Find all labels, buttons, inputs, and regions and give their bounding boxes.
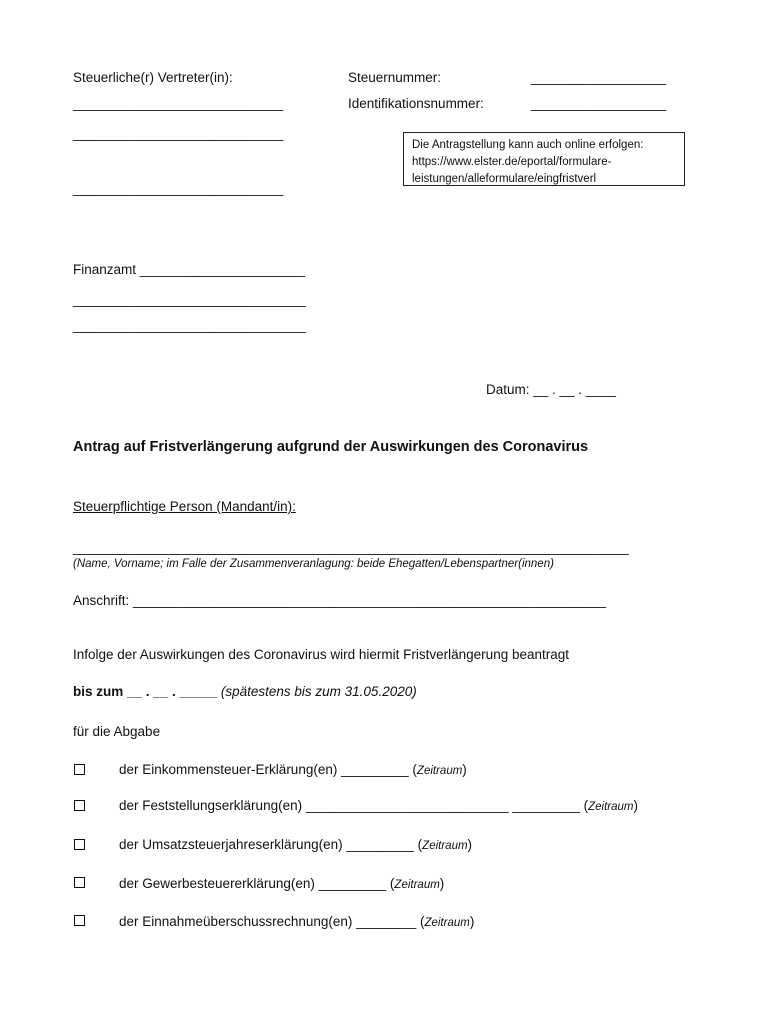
online-notice-box — [403, 132, 685, 186]
checkbox-feststellung[interactable] — [74, 800, 85, 811]
item-gewerbesteuer — [119, 876, 444, 893]
zeitraum-label: Zeitraum — [422, 840, 468, 852]
finanzamt-line-1[interactable]: _______________________________ — [73, 292, 306, 307]
zeitraum-label: Zeitraum — [394, 879, 440, 891]
name-hint: (Name, Vorname; im Falle der Zusammenveranlagung: beide Ehegatten/Lebenspartner(innen) — [73, 558, 554, 570]
notice-line: https://www.elster.de/eportal/formulare- — [412, 156, 612, 168]
item-label: der Feststellungserklärung(en) ___________________________ _________ ( — [119, 798, 589, 813]
finanzamt-line-2[interactable]: _______________________________ — [73, 318, 306, 333]
page-title: Antrag auf Fristverlängerung aufgrund der Auswirkungen des Coronavirus — [73, 439, 589, 455]
paren-close: ) — [467, 837, 473, 852]
bis-zum-row — [73, 684, 417, 700]
item-label: der Umsatzsteuerjahreserklärung(en) _________ ( — [119, 837, 423, 852]
item-label: der Einnahmeüberschussrechnung(en) ________ ( — [119, 914, 425, 929]
checkbox-gewerbesteuer[interactable] — [74, 877, 85, 888]
notice-line: leistungen/alleformulare/eingfristverl — [412, 173, 597, 185]
item-label: der Gewerbesteuererklärung(en) _________ ( — [119, 876, 395, 891]
request-intro: Infolge der Auswirkungen des Coronavirus wird hiermit Fristverlängerung beantragt — [73, 647, 569, 662]
vertreter-line-3[interactable]: ____________________________ — [73, 181, 284, 196]
anschrift-field[interactable]: Anschrift: _______________________________________________________________ — [73, 593, 607, 608]
steuernummer-field[interactable]: __________________ — [531, 70, 667, 85]
bis-zum-field[interactable]: bis zum __ . __ . _____ — [73, 684, 218, 699]
checkbox-umsatzsteuer[interactable] — [74, 839, 85, 850]
checkbox-einnahmeueberschuss[interactable] — [74, 915, 85, 926]
item-feststellung — [119, 798, 638, 815]
item-einkommensteuer — [119, 762, 467, 779]
bis-zum-hint: (spätestens bis zum 31.05.2020) — [220, 684, 417, 699]
idnr-field[interactable]: __________________ — [531, 96, 667, 111]
checkbox-einkommensteuer[interactable] — [74, 764, 85, 775]
vertreter-label: Steuerliche(r) Vertreter(in): — [73, 70, 233, 85]
finanzamt-field[interactable]: Finanzamt ______________________ — [73, 262, 305, 277]
steuernummer-label: Steuernummer: — [348, 70, 442, 85]
fuer-die-abgabe: für die Abgabe — [73, 724, 161, 739]
idnr-label: Identifikationsnummer: — [348, 96, 484, 111]
datum-field[interactable]: Datum: __ . __ . ____ — [486, 382, 616, 397]
paren-close: ) — [462, 762, 467, 777]
vertreter-line-1[interactable]: ____________________________ — [73, 96, 284, 111]
notice-line: Die Antragstellung kann auch online erfolgen: — [412, 139, 644, 151]
vertreter-line-2[interactable]: ____________________________ — [73, 126, 284, 141]
person-heading: Steuerpflichtige Person (Mandant/in): — [73, 499, 296, 514]
paren-close: ) — [469, 914, 475, 929]
zeitraum-label: Zeitraum — [588, 801, 634, 813]
zeitraum-label: Zeitraum — [416, 765, 463, 777]
item-label: der Einkommensteuer-Erklärung(en) _________ ( — [119, 762, 417, 777]
item-umsatzsteuer — [119, 837, 472, 854]
zeitraum-label: Zeitraum — [424, 917, 470, 929]
name-field[interactable]: __________________________________________________________________________ — [73, 540, 629, 555]
item-einnahmeueberschuss — [119, 914, 474, 931]
paren-close: ) — [633, 798, 638, 813]
paren-close: ) — [439, 876, 445, 891]
